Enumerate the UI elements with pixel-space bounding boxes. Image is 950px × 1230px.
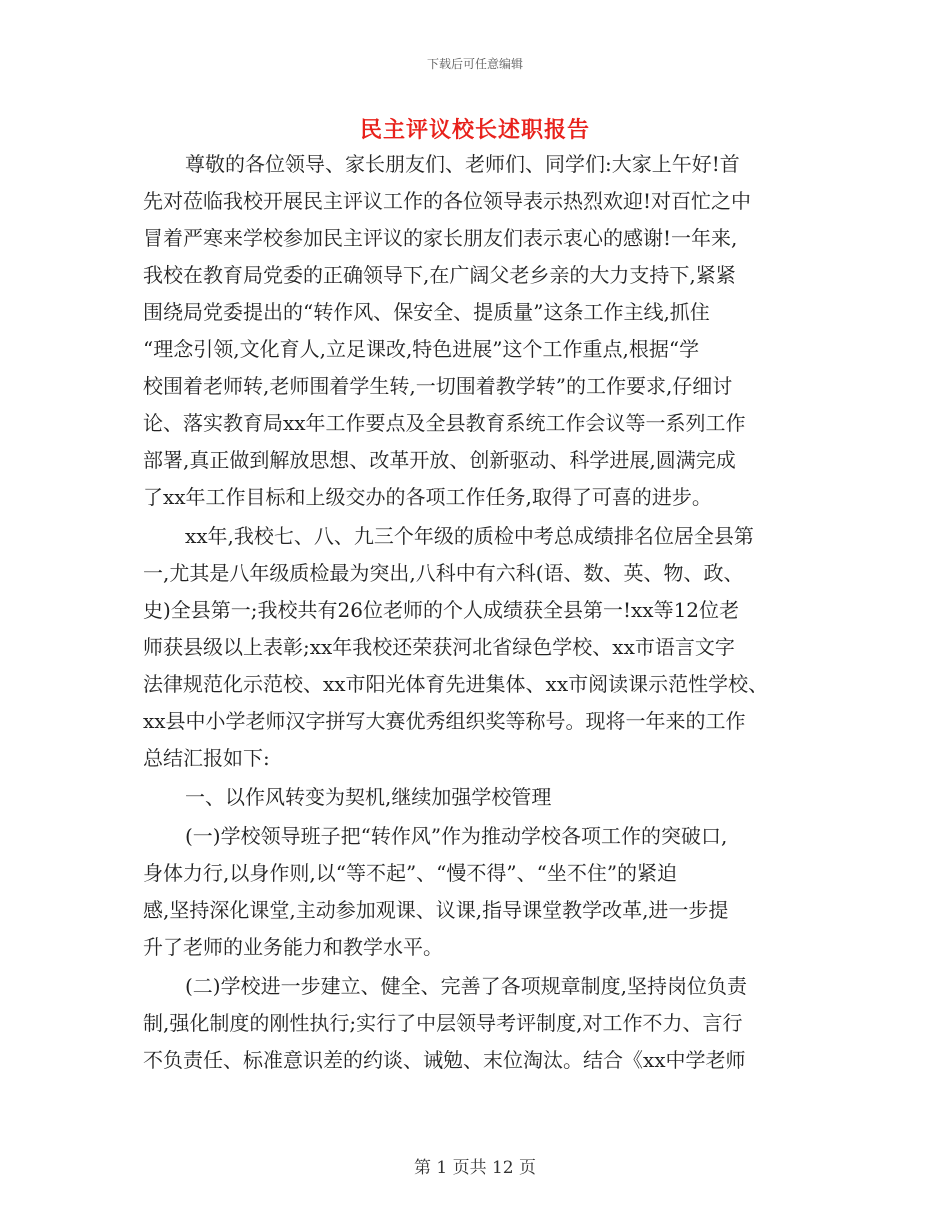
text-line: 制,强化制度的刚性执行;实行了中层领导考评制度,对工作不力、言行 bbox=[143, 1011, 743, 1035]
text-line: 身体力行,以身作则,以“等不起”、“慢不得”、“坐不住”的紧迫 bbox=[143, 861, 678, 885]
text-line: 论、落实教育局xx年工作要点及全县教育系统工作会议等一系列工作 bbox=[143, 411, 746, 435]
text-line: 史)全县第一;我校共有26位老师的个人成绩获全县第一!xx等12位老 bbox=[143, 598, 740, 622]
text-line: 部署,真正做到解放思想、改革开放、创新驱动、科学进展,圆满完成 bbox=[143, 448, 736, 472]
text-line: 一,尤其是八年级质检最为突出,八科中有六科(语、数、英、物、政、 bbox=[143, 561, 744, 585]
text-line: 总结汇报如下: bbox=[143, 746, 270, 770]
text-line: 升了老师的业务能力和教学水平。 bbox=[143, 935, 443, 959]
text-line: (一)学校领导班子把“转作风”作为推动学校各项工作的突破口, bbox=[185, 824, 728, 848]
text-line: 尊敬的各位领导、家长朋友们、老师们、同学们:大家上午好!首 bbox=[185, 152, 740, 176]
text-line: xx年,我校七、八、九三个年级的质检中考总成绩排名位居全县第 bbox=[185, 524, 754, 548]
text-line: (二)学校进一步建立、健全、完善了各项规章制度,坚持岗位负责 bbox=[185, 974, 747, 998]
text-line: 感,坚持深化课堂,主动参加观课、议课,指导课堂教学改革,进一步提 bbox=[143, 898, 729, 922]
text-line: 不负责任、标准意识差的约谈、诫勉、末位淘汰。结合《xx中学老师 bbox=[143, 1048, 746, 1072]
header-note: 下载后可任意编辑 bbox=[426, 57, 523, 71]
text-line: 我校在教育局党委的正确领导下,在广阔父老乡亲的大力支持下,紧紧 bbox=[143, 263, 736, 287]
text-line: 了xx年工作目标和上级交办的各项工作任务,取得了可喜的进步。 bbox=[143, 485, 712, 509]
text-line: 法律规范化示范校、xx市阳光体育先进集体、xx市阅读课示范性学校、 bbox=[143, 672, 769, 696]
text-line: 师获县级以上表彰;xx年我校还荣获河北省绿色学校、xx市语言文字 bbox=[143, 635, 735, 659]
text-line: 冒着严寒来学校参加民主评议的家长朋友们表示衷心的感谢!一年来, bbox=[143, 226, 738, 250]
section-heading: 一、以作风转变为契机,继续加强学校管理 bbox=[185, 785, 552, 809]
text-line: xx县中小学老师汉字拼写大赛优秀组织奖等称号。现将一年来的工作 bbox=[143, 709, 746, 733]
text-line: 围绕局党委提出的“转作风、保安全、提质量”这条工作主线,抓住 bbox=[143, 300, 710, 324]
text-line: 校围着老师转,老师围着学生转,一切围着教学转”的工作要求,仔细讨 bbox=[143, 374, 733, 398]
text-line: “理念引领,文化育人,立足课改,特色进展”这个工作重点,根据“学 bbox=[143, 337, 700, 361]
page-footer: 第 1 页共 12 页 bbox=[413, 1158, 537, 1178]
document-title: 民主评议校长述职报告 bbox=[359, 117, 590, 143]
text-line: 先对莅临我校开展民主评议工作的各位领导表示热烈欢迎!对百忙之中 bbox=[143, 189, 752, 213]
